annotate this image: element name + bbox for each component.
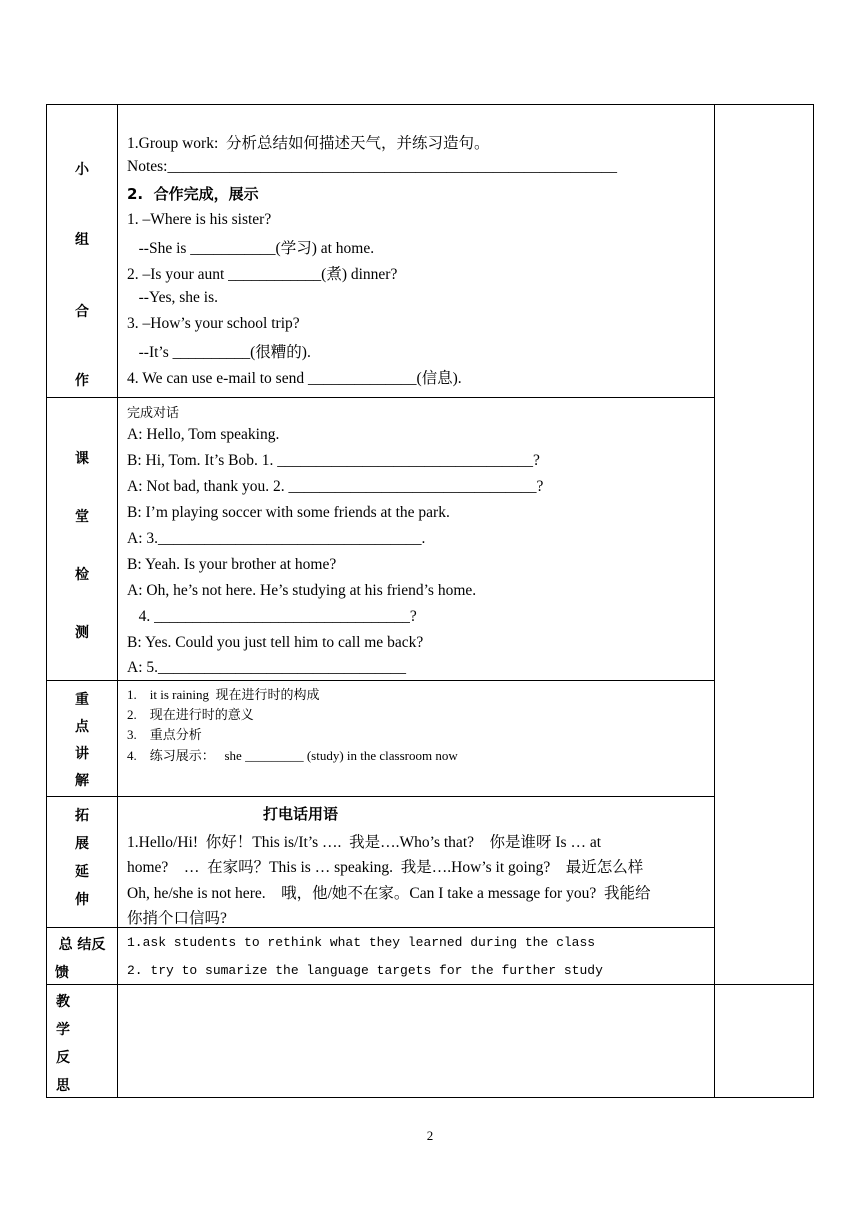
content-line: 3. –How’s your school trip? — [127, 315, 300, 332]
content-line: home? … 在家吗？This is … speaking. 我是….How’s it going? 最近怎么样 — [127, 859, 644, 876]
label-char: 点 — [75, 719, 89, 735]
content-heading: 2. 合作完成，展示 — [127, 185, 259, 203]
section-label-group-work — [47, 105, 118, 398]
content-line: 2. –Is your aunt ____________(煮) dinner? — [127, 266, 398, 283]
content-line: B: I’m playing soccer with some friends at the park. — [127, 504, 450, 521]
content-line: 4. 练习展示： she _________ (study) in the classroom now — [127, 748, 458, 763]
content-line: --It’s __________(很糟的). — [127, 344, 311, 361]
content-line: --She is ___________(学习) at home. — [127, 240, 375, 257]
content-line: B: Yeah. Is your brother at home? — [127, 556, 337, 573]
label-char: 伸 — [75, 892, 89, 908]
content-line: 1.Hello/Hi! 你好！This is/It’s …. 我是….Who’s that? 你是谁呀 Is … at — [127, 834, 602, 851]
content-line: B: Hi, Tom. It’s Bob. 1. _________________________________? — [127, 452, 540, 469]
content-line: 2. 现在进行时的意义 — [127, 707, 254, 722]
section-content-class-test — [118, 398, 715, 681]
label-char: 讲 — [75, 746, 89, 762]
label-char: 延 — [75, 864, 89, 880]
label-char: 检 — [75, 567, 89, 583]
row-group-work — [47, 105, 814, 398]
row-extension — [47, 797, 814, 928]
page-number: 2 — [426, 1128, 434, 1143]
section-label-reflection — [47, 985, 118, 1098]
content-line: 1. it is raining 现在进行时的构成 — [127, 687, 320, 702]
label-char: 重 — [75, 692, 89, 708]
content-line: B: Yes. Could you just tell him to call me back? — [127, 634, 424, 651]
content-line: 1. –Where is his sister? — [127, 211, 272, 228]
section-content-reflection — [118, 985, 715, 1098]
content-line: --Yes, she is. — [127, 289, 219, 306]
section-label-class-test — [47, 398, 118, 681]
content-heading: 完成对话 — [127, 406, 180, 421]
section-content-extension — [118, 797, 715, 928]
row-key-points — [47, 681, 814, 797]
label-char: 学 — [56, 1022, 70, 1038]
content-line: 1.ask students to rethink what they learned during the class — [127, 935, 596, 950]
section-content-key-points — [118, 681, 715, 797]
row-reflection — [47, 985, 814, 1098]
label-char: 作 — [75, 373, 89, 389]
content-line: 1.Group work: 分析总结如何描述天气，并练习造句。 — [127, 135, 490, 152]
label-char: 堂 — [75, 509, 89, 525]
label-char: 教 — [56, 994, 70, 1010]
label-char: 拓 — [75, 808, 89, 824]
content-line: 4. _________________________________? — [127, 608, 417, 625]
content-line: A: Oh, he’s not here. He’s studying at his friend’s home. — [127, 582, 477, 599]
label-char: 总 结反 — [58, 937, 106, 953]
label-char: 思 — [56, 1078, 70, 1094]
row-summary — [47, 928, 814, 985]
extension-title: 打电话用语 — [263, 805, 339, 823]
content-line: A: Hello, Tom speaking. — [127, 426, 280, 443]
label-char: 测 — [75, 625, 89, 641]
content-line: A: Not bad, thank you. 2. ________________________________? — [127, 478, 544, 495]
section-label-extension — [47, 797, 118, 928]
label-char: 组 — [75, 232, 89, 248]
content-line: Notes:__________________________________________________________ — [127, 158, 617, 175]
section-content-summary — [118, 928, 715, 985]
content-line: 3. 重点分析 — [127, 727, 202, 742]
lesson-plan-table — [46, 104, 814, 1098]
section-content-group-work — [118, 105, 715, 398]
section-label-key-points — [47, 681, 118, 797]
section-label-summary — [47, 928, 118, 985]
label-char: 反 — [56, 1050, 70, 1066]
row-class-test — [47, 398, 814, 681]
label-char: 展 — [75, 836, 89, 852]
content-line: 2. try to sumarize the language targets for the further study — [127, 963, 603, 978]
content-line: A: 3.__________________________________. — [127, 530, 426, 547]
notes-column-reflection — [715, 985, 814, 1098]
label-char: 解 — [75, 773, 89, 789]
notes-column — [715, 105, 814, 985]
content-line: A: 5.________________________________ — [127, 659, 406, 676]
label-char: 馈 — [55, 965, 69, 981]
content-line: 4. We can use e-mail to send ______________(信息). — [127, 370, 462, 387]
label-char: 合 — [75, 304, 89, 320]
content-line: 你捎个口信吗? — [127, 910, 227, 927]
label-char: 小 — [75, 162, 89, 178]
label-char: 课 — [75, 451, 89, 467]
content-line: Oh, he/she is not here. 哦，他/她不在家。Can I take a message for you? 我能给 — [127, 885, 651, 902]
